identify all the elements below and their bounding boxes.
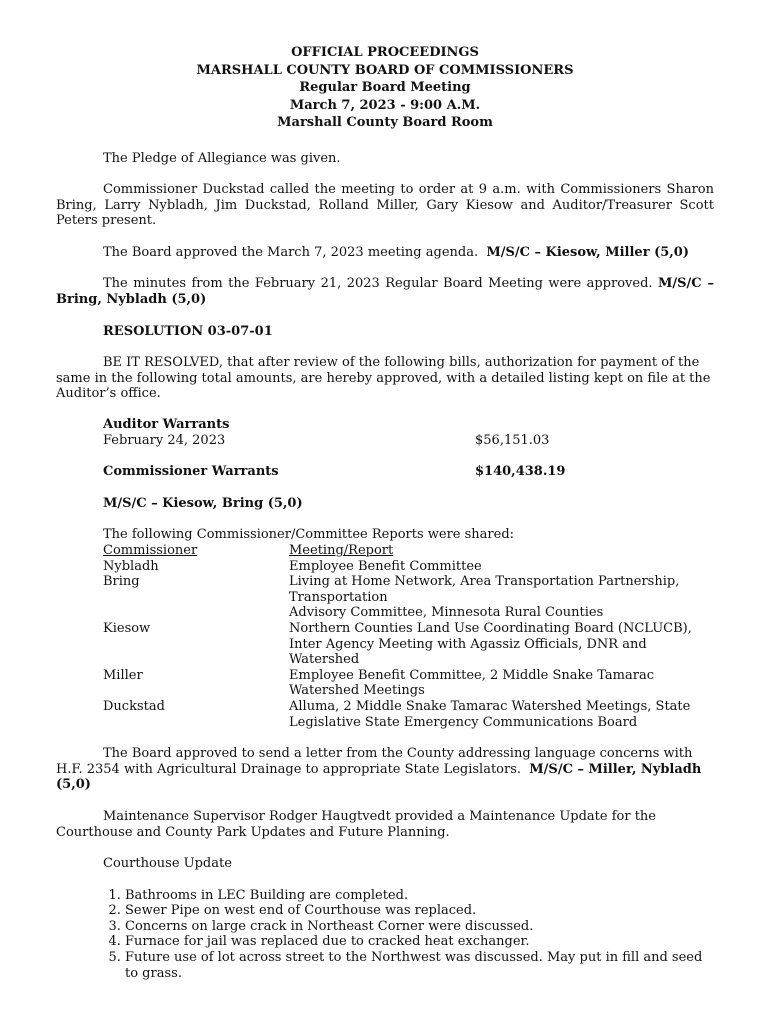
commissioner-warrants-label: Commissioner Warrants	[103, 464, 279, 480]
report-row	[103, 621, 714, 668]
header-line-2: MARSHALL COUNTY BOARD OF COMMISSIONERS	[196, 62, 574, 78]
report-commissioner: Miller	[103, 667, 143, 683]
report-meeting: Living at Home Network, Area Transportation Partnership, Transportation	[289, 574, 680, 605]
reports-col-meeting: Meeting/Report	[289, 543, 394, 558]
header-line-4: March 7, 2023 - 9:00 A.M.	[289, 97, 481, 113]
report-commissioner	[103, 605, 289, 621]
header-line-5: Marshall County Board Room	[277, 115, 493, 130]
minutes-text: The minutes from the February 21, 2023 Regular Board Meeting were approved.	[103, 276, 653, 292]
courthouse-update-list	[56, 888, 714, 982]
report-meeting: Advisory Committee, Minnesota Rural Counties	[289, 605, 604, 621]
reports-section	[103, 527, 714, 730]
commissioner-warrants-amount: $140,438.19	[475, 464, 566, 480]
list-item: 5. Future use of lot across street to the Northwest was discussed. May put in fill and seed to grass.	[125, 950, 714, 981]
report-commissioner: Nybladh	[103, 558, 159, 574]
report-commissioner: Bring	[103, 574, 140, 590]
reports-intro: The following Commissioner/Committee Reports were shared:	[103, 527, 515, 543]
letter-text: The Board approved to send a letter from the County addressing language concerns with H.F. 2354 with Agricultural Drainage to appropriate State Legislators.	[56, 746, 693, 777]
header-line-3: Regular Board Meeting	[299, 80, 471, 95]
reports-header-row	[103, 543, 714, 559]
auditor-warrants-row	[103, 433, 714, 449]
letter-paragraph	[56, 746, 714, 793]
resolution-motion: M/S/C – Kiesow, Bring (5,0)	[103, 495, 303, 511]
agenda-motion: M/S/C – Kiesow, Miller (5,0)	[486, 244, 689, 260]
report-row	[103, 574, 714, 605]
auditor-warrants-amount: $56,151.03	[475, 432, 550, 448]
agenda-paragraph	[56, 245, 714, 261]
document-page	[56, 44, 714, 981]
maintenance-paragraph: Maintenance Supervisor Rodger Haugtvedt provided a Maintenance Update for the Courthouse and County Park Updates and Future Planning.	[56, 808, 656, 840]
list-item: 4. Furnace for jail was replaced due to cracked heat exchanger.	[125, 934, 714, 950]
auditor-warrants-label: Auditor Warrants	[103, 417, 230, 433]
report-commissioner: Duckstad	[103, 698, 165, 714]
letter-motion: M/S/C – Miller, Nybladh (5,0)	[56, 761, 702, 793]
list-item: 3. Concerns on large crack in Northeast Corner were discussed.	[125, 919, 714, 935]
reports-col-commissioner: Commissioner	[103, 543, 198, 558]
document-header	[56, 44, 714, 132]
list-item: 1. Bathrooms in LEC Building are completed.	[125, 888, 714, 904]
agenda-text: The Board approved the March 7, 2023 meeting agenda.	[103, 244, 479, 260]
report-row	[103, 699, 714, 730]
report-meeting: Employee Benefit Committee	[289, 558, 482, 574]
report-meeting: Alluma, 2 Middle Snake Tamarac Watershed Meetings, State Legislative State Emergency Communications Board	[289, 698, 691, 730]
auditor-warrants-date: February 24, 2023	[103, 432, 226, 448]
report-row	[103, 559, 714, 575]
call-to-order-paragraph: Commissioner Duckstad called the meeting to order at 9 a.m. with Commissioners Sharon Bring, Larry Nybladh, Jim Duckstad, Rolland Miller, Gary Kiesow and Auditor/Treasurer Scott Peters present.	[56, 182, 714, 229]
resolution-title: RESOLUTION 03-07-01	[103, 323, 273, 339]
minutes-paragraph	[56, 276, 714, 307]
report-row	[103, 605, 714, 621]
courthouse-update-title: Courthouse Update	[103, 856, 232, 872]
report-meeting: Northern Counties Land Use Coordinating Board (NCLUCB), Inter Agency Meeting with Agassiz Officials, DNR and Watershed	[289, 620, 692, 668]
header-line-1: OFFICIAL PROCEEDINGS	[291, 45, 479, 60]
commissioner-warrants-row	[103, 464, 714, 480]
report-row	[103, 668, 714, 699]
resolution-paragraph: BE IT RESOLVED, that after review of the following bills, authorization for payment of the same in the following total amounts, are hereby approved, with a detailed listing kept on file at the Auditor’s office.	[56, 355, 711, 402]
report-meeting: Employee Benefit Committee, 2 Middle Snake Tamarac Watershed Meetings	[289, 667, 654, 699]
list-item: 2. Sewer Pipe on west end of Courthouse was replaced.	[125, 903, 714, 919]
report-commissioner: Kiesow	[103, 620, 151, 636]
minutes-motion: M/S/C – Bring, Nybladh (5,0)	[56, 276, 714, 308]
warrants-section	[103, 417, 714, 511]
pledge-paragraph: The Pledge of Allegiance was given.	[103, 150, 341, 166]
